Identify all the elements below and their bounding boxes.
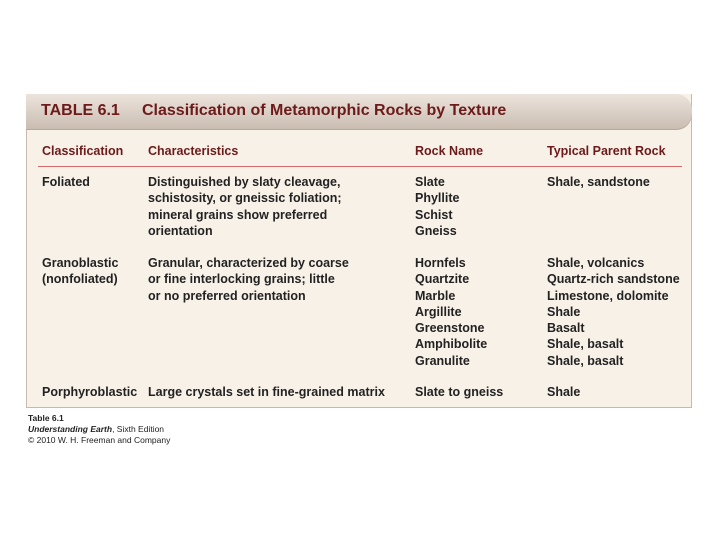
header-classification: Classification (42, 144, 124, 158)
table-title: Classification of Metamorphic Rocks by Texture (142, 102, 507, 119)
characteristics-line: orientation (148, 223, 213, 238)
row-foliated-characteristics (148, 174, 342, 239)
classification-line: Porphyroblastic (42, 385, 138, 399)
rock-name: Granulite (415, 353, 470, 368)
parent-rock: Shale (547, 385, 581, 399)
rock-name: Amphibolite (415, 337, 488, 352)
characteristics-line: Large crystals set in fine-grained matrix (148, 385, 385, 399)
caption-book-line (28, 424, 170, 435)
table-number: TABLE 6.1 (41, 102, 120, 119)
row-granoblastic-parent-rocks (547, 255, 680, 369)
rock-name: Hornfels (415, 256, 466, 270)
rock-name: Phyllite (415, 191, 460, 206)
characteristics-line: Granular, characterized by coarse (148, 256, 349, 270)
classification-line: Granoblastic (42, 256, 119, 270)
parent-rock: Shale, volcanics (547, 256, 645, 270)
caption-copyright: © 2010 W. H. Freeman and Company (28, 435, 171, 445)
figure-caption (28, 413, 170, 446)
parent-rock: Limestone, dolomite (547, 288, 669, 303)
row-foliated-parent-rocks (547, 174, 650, 190)
parent-rock: Shale (547, 304, 581, 319)
row-porphyroblastic-classification (42, 384, 137, 400)
rock-name: Gneiss (415, 223, 457, 238)
header-rule (38, 166, 682, 167)
parent-rock: Basalt (547, 321, 585, 336)
characteristics-line: schistosity, or gneissic foliation; (148, 191, 342, 206)
characteristics-line: mineral grains show preferred (148, 207, 328, 222)
classification-line: (nonfoliated) (42, 272, 118, 287)
caption-label: Table 6.1 (28, 413, 64, 423)
rock-name: Argillite (415, 304, 462, 319)
parent-rock: Shale, sandstone (547, 175, 650, 189)
classification-line: Foliated (42, 175, 90, 189)
row-granoblastic-classification (42, 255, 118, 288)
rock-name: Marble (415, 288, 456, 303)
characteristics-line: Distinguished by slaty cleavage, (148, 175, 341, 189)
row-foliated-rock-names (415, 174, 459, 239)
characteristics-line: or fine interlocking grains; little (148, 272, 335, 287)
rock-name: Greenstone (415, 321, 485, 336)
header-parent-rock: Typical Parent Rock (547, 144, 666, 158)
table-title-bar (26, 94, 692, 130)
rock-name: Slate (415, 175, 445, 189)
parent-rock: Quartz-rich sandstone (547, 272, 680, 287)
header-rock-name: Rock Name (415, 144, 484, 158)
parent-rock: Shale, basalt (547, 337, 624, 352)
caption-edition: , Sixth Edition (112, 424, 165, 434)
row-granoblastic-rock-names (415, 255, 487, 369)
rock-name: Schist (415, 207, 453, 222)
row-granoblastic-characteristics (148, 255, 349, 304)
row-porphyroblastic-parent-rocks (547, 384, 580, 400)
parent-rock: Shale, basalt (547, 353, 624, 368)
caption-book-title: Understanding Earth (28, 424, 113, 434)
row-porphyroblastic-characteristics (148, 384, 385, 400)
row-porphyroblastic-rock-names (415, 384, 503, 400)
row-foliated-classification (42, 174, 90, 190)
header-characteristics: Characteristics (148, 144, 239, 158)
characteristics-line: or no preferred orientation (148, 288, 306, 303)
rock-name: Quartzite (415, 272, 470, 287)
rock-name: Slate to gneiss (415, 385, 504, 399)
